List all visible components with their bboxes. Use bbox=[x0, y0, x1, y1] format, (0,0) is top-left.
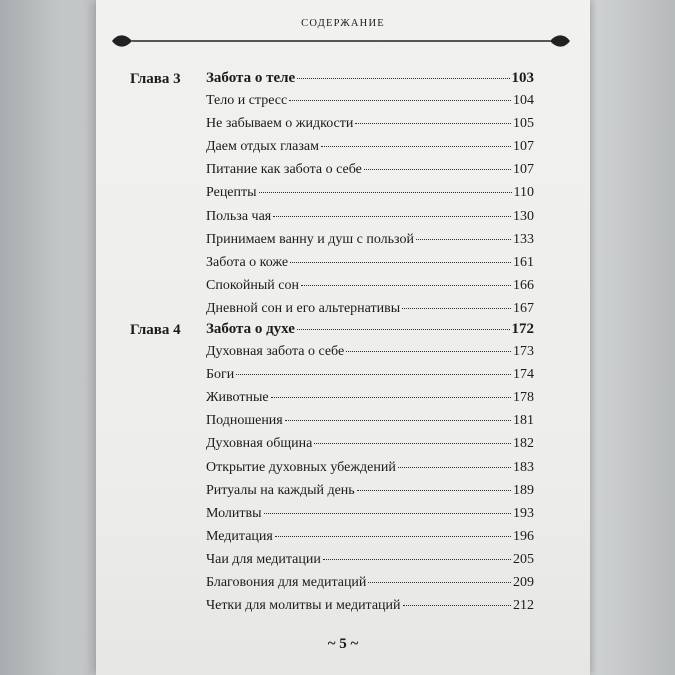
toc-entry-page: 182 bbox=[513, 436, 534, 451]
dot-leader bbox=[273, 216, 511, 217]
toc-entry-title: Дневной сон и его альтернативы bbox=[206, 301, 401, 316]
toc-entry-row bbox=[206, 93, 534, 115]
dot-leader bbox=[289, 100, 511, 101]
dot-leader bbox=[275, 536, 511, 537]
toc-entry-title: Рецепты bbox=[206, 185, 257, 200]
toc-entry-row bbox=[206, 529, 534, 551]
book-page bbox=[96, 0, 590, 675]
toc-entry-title: Медитация bbox=[206, 529, 273, 544]
toc-entry-row bbox=[206, 209, 534, 231]
toc-entry-row bbox=[206, 598, 534, 620]
toc-entry-page: 104 bbox=[513, 93, 534, 108]
toc-entry-title: Духовная забота о себе bbox=[206, 344, 345, 359]
toc-entry-page: 173 bbox=[513, 344, 534, 359]
chapter-title-row bbox=[206, 321, 534, 343]
toc-entry-title: Благовония для медитаций bbox=[206, 575, 367, 590]
toc-entry-page: 212 bbox=[513, 598, 534, 613]
dot-leader bbox=[368, 582, 511, 583]
page-number: ~ 5 ~ bbox=[327, 636, 359, 652]
toc-entry-title: Подношения bbox=[206, 413, 283, 428]
toc-entry-page: 107 bbox=[513, 139, 534, 154]
toc-entry-row bbox=[206, 436, 534, 458]
toc-entry-title: Тело и стресс bbox=[206, 93, 288, 108]
toc-entry-page: 205 bbox=[513, 552, 534, 567]
toc-entry-page: 189 bbox=[513, 483, 534, 498]
toc-entry-title: Духовная община bbox=[206, 436, 313, 451]
dot-leader bbox=[403, 605, 511, 606]
toc-entry-row bbox=[206, 506, 534, 528]
toc-entry-row bbox=[206, 390, 534, 412]
toc-entry-page: 183 bbox=[513, 460, 534, 475]
dot-leader bbox=[314, 443, 511, 444]
toc-entry-row bbox=[206, 185, 534, 207]
toc-entry-page: 209 bbox=[513, 575, 534, 590]
toc-entry-title: Спокойный сон bbox=[206, 278, 300, 293]
toc-entry-page: 193 bbox=[513, 506, 534, 521]
toc-entry-page: 178 bbox=[513, 390, 534, 405]
dot-leader bbox=[264, 513, 511, 514]
toc-entry-row bbox=[206, 460, 534, 482]
chapter-label: Глава 4 bbox=[130, 322, 181, 338]
dot-leader bbox=[259, 192, 512, 193]
toc-entry-row bbox=[206, 413, 534, 435]
toc-entry-row bbox=[206, 301, 534, 323]
dot-leader bbox=[301, 285, 511, 286]
chapter-label: Глава 3 bbox=[130, 71, 181, 87]
toc-entry-row bbox=[206, 139, 534, 161]
toc-entry-page: 105 bbox=[513, 116, 534, 131]
dot-leader bbox=[357, 490, 511, 491]
toc-entry-row bbox=[206, 575, 534, 597]
toc-entry-page: 167 bbox=[513, 301, 534, 316]
dot-leader bbox=[355, 123, 511, 124]
dot-leader bbox=[297, 78, 509, 79]
dot-leader bbox=[323, 559, 511, 560]
toc-entry-row bbox=[206, 278, 534, 300]
toc-entry-row bbox=[206, 232, 534, 254]
toc-entry-title: Ритуалы на каждый день bbox=[206, 483, 355, 498]
toc-entry-page: 166 bbox=[513, 278, 534, 293]
toc-entry-title: Польза чая bbox=[206, 209, 272, 224]
toc-entry-page: 181 bbox=[513, 413, 534, 428]
dot-leader bbox=[297, 329, 510, 330]
dot-leader bbox=[290, 262, 511, 263]
toc-entry-title: Принимаем ванну и душ с пользой bbox=[206, 232, 414, 247]
toc-entry-title: Открытие духовных убеждений bbox=[206, 460, 396, 475]
toc-entry-row bbox=[206, 367, 534, 389]
toc-entry-page: 161 bbox=[513, 255, 534, 270]
chapter-title-row bbox=[206, 70, 534, 92]
toc-entry-title: Чаи для медитации bbox=[206, 552, 321, 567]
dot-leader bbox=[236, 374, 511, 375]
toc-entry-page: 103 bbox=[511, 70, 534, 86]
toc-entry-title: Четки для молитвы и медитаций bbox=[206, 598, 401, 613]
toc-entry-page: 196 bbox=[513, 529, 534, 544]
toc-entry-title: Забота о духе bbox=[206, 321, 295, 337]
toc-entry-row bbox=[206, 483, 534, 505]
toc-entry-title: Не забываем о жидкости bbox=[206, 116, 354, 131]
dot-leader bbox=[364, 169, 511, 170]
toc-entry-page: 107 bbox=[513, 162, 534, 177]
dot-leader bbox=[402, 308, 511, 309]
toc-entry-title: Молитвы bbox=[206, 506, 262, 521]
dot-leader bbox=[321, 146, 511, 147]
toc-entry-title: Забота о теле bbox=[206, 70, 296, 86]
toc-entry-title: Питание как забота о себе bbox=[206, 162, 362, 177]
toc-entry-row bbox=[206, 255, 534, 277]
header-ornament bbox=[110, 30, 572, 52]
toc-entry-page: 172 bbox=[511, 321, 534, 337]
page-header: СОДЕРЖАНИЕ bbox=[301, 18, 385, 29]
toc-entry-title: Боги bbox=[206, 367, 235, 382]
dot-leader bbox=[271, 397, 511, 398]
toc-entry-row bbox=[206, 162, 534, 184]
toc-entry-title: Забота о коже bbox=[206, 255, 289, 270]
toc-entry-page: 110 bbox=[513, 185, 534, 200]
toc-entry-title: Животные bbox=[206, 390, 269, 405]
dot-leader bbox=[416, 239, 511, 240]
toc-entry-title: Даем отдых глазам bbox=[206, 139, 319, 154]
toc-entry-page: 174 bbox=[513, 367, 534, 382]
dot-leader bbox=[398, 467, 511, 468]
dot-leader bbox=[346, 351, 511, 352]
dot-leader bbox=[285, 420, 511, 421]
toc-entry-page: 133 bbox=[513, 232, 534, 247]
toc-entry-row bbox=[206, 116, 534, 138]
toc-entry-page: 130 bbox=[513, 209, 534, 224]
toc-entry-row bbox=[206, 552, 534, 574]
toc-entry-row bbox=[206, 344, 534, 366]
